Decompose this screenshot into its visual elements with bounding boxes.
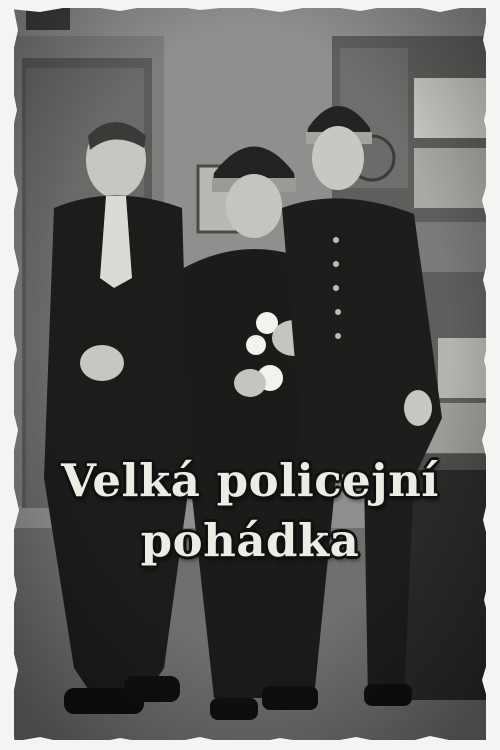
film-still-illustration bbox=[14, 8, 486, 740]
black-and-white-film-still bbox=[14, 8, 486, 740]
title-line-2: pohádka bbox=[140, 514, 360, 567]
title-line-1: Velká policejní bbox=[61, 454, 439, 507]
movie-title bbox=[0, 452, 500, 570]
